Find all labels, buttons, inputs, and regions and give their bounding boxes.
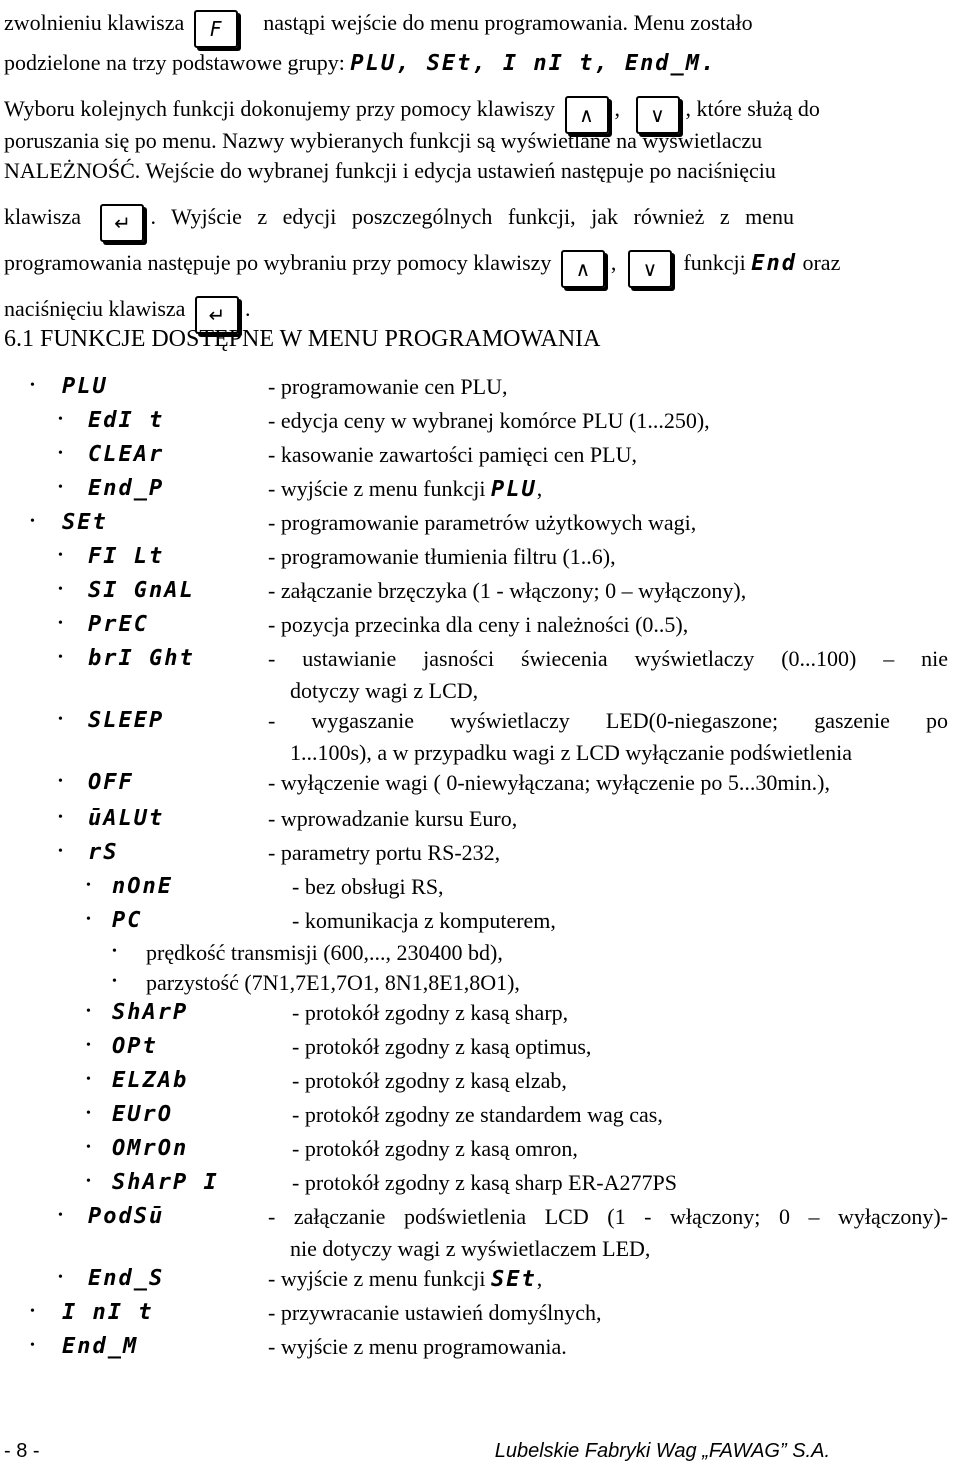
function-description-continued: dotyczy wagi z LCD, (290, 678, 479, 703)
intro-line-7 (4, 250, 956, 288)
function-description: prędkość transmisji (600,..., 230400 bd), (146, 940, 503, 965)
intro-text: NALEŻNOŚĆ. Wejście do wybranej funkcji i edycja ustawień następuje po naciśnięciu (4, 158, 776, 183)
function-description: - protokół zgodny z kasą sharp, (292, 1000, 569, 1025)
list-item (0, 646, 960, 676)
bullet-icon: • (86, 1004, 91, 1019)
bullet-icon: • (58, 774, 63, 789)
function-description: - programowanie cen PLU, (268, 374, 508, 399)
function-code: FI Lt (88, 544, 165, 569)
function-description: - protokół zgodny ze standardem wag cas, (292, 1102, 663, 1127)
intro-text: programowania następuje po wybraniu przy pomocy klawiszy (4, 250, 552, 275)
function-description-continued: nie dotyczy wagi z wyświetlaczem LED, (290, 1236, 651, 1261)
intro-line-5 (4, 158, 956, 184)
bullet-icon: • (58, 712, 63, 727)
bullet-icon: • (58, 1208, 63, 1223)
list-item (0, 408, 960, 438)
function-description: - załączanie podświetlenia LCD (1 - włączony; 0 – wyłączony)- (268, 1204, 948, 1229)
function-code: SLEEP (88, 708, 165, 733)
bullet-icon: • (58, 844, 63, 859)
bullet-icon: • (58, 480, 63, 495)
bullet-icon: • (58, 548, 63, 563)
function-description: - wprowadzanie kursu Euro, (268, 806, 518, 831)
down-key-icon: ∨ (628, 250, 672, 288)
function-code: ūALUt (88, 806, 165, 831)
list-item (0, 770, 960, 800)
bullet-icon: • (86, 912, 91, 927)
list-item (0, 1266, 960, 1296)
up-key-icon: ∧ (565, 96, 609, 134)
list-item (0, 940, 960, 970)
bullet-icon: • (86, 1174, 91, 1189)
function-code: SI GnAL (88, 578, 195, 603)
intro-line-6 (4, 204, 956, 242)
bullet-icon: • (86, 1140, 91, 1155)
function-description: - programowanie parametrów użytkowych wagi, (268, 510, 697, 535)
function-code: PrEC (88, 612, 149, 637)
intro-line-2 (4, 50, 956, 76)
function-description: - protokół zgodny z kasą omron, (292, 1136, 578, 1161)
intro-line-4 (4, 128, 956, 154)
function-code: PLU (62, 374, 108, 399)
list-item (0, 442, 960, 472)
function-code: OPt (112, 1034, 158, 1059)
bullet-icon: • (112, 974, 117, 989)
intro-text: naciśnięciu klawisza (4, 296, 186, 321)
function-description: - wyjście z menu funkcji SEt, (268, 1266, 543, 1292)
list-item (0, 612, 960, 642)
intro-text: zwolnieniu klawisza (4, 10, 185, 35)
comma: , (614, 96, 620, 121)
function-description: - komunikacja z komputerem, (292, 908, 556, 933)
intro-text: . Wyjście z edycji poszczególnych funkcji, jak również z menu (150, 204, 795, 229)
list-item (0, 578, 960, 608)
end-code: End (751, 251, 797, 276)
bullet-icon: • (58, 446, 63, 461)
menu-groups-code: PLU, SEt, I nI t, End_M. (350, 51, 717, 76)
function-code: CLEAr (88, 442, 165, 467)
list-item (0, 1136, 960, 1166)
intro-text: . (244, 296, 251, 321)
function-code: ELZAb (112, 1068, 189, 1093)
function-description: - wyjście z menu programowania. (268, 1334, 567, 1359)
bullet-icon: • (86, 1038, 91, 1053)
bullet-icon: • (30, 1304, 35, 1319)
list-item (0, 1068, 960, 1098)
function-description: - bez obsługi RS, (292, 874, 444, 899)
bullet-icon: • (30, 514, 35, 529)
function-description: - załączanie brzęczyka (1 - włączony; 0 – wyłączony), (268, 578, 747, 603)
function-code: brI Ght (88, 646, 195, 671)
function-code: nOnE (112, 874, 173, 899)
function-description: - kasowanie zawartości pamięci cen PLU, (268, 442, 637, 467)
function-code: EdI t (88, 408, 165, 433)
function-code: End_S (88, 1266, 165, 1291)
function-code: SEt (62, 510, 108, 535)
function-description: - pozycja przecinka dla ceny i należności (0..5), (268, 612, 689, 637)
intro-text: Wyboru kolejnych funkcji dokonujemy przy pomocy klawiszy (4, 96, 555, 121)
list-item (0, 1000, 960, 1030)
list-item (0, 510, 960, 540)
function-code: ShArP I (112, 1170, 219, 1195)
bullet-icon: • (86, 1072, 91, 1087)
bullet-icon: • (58, 650, 63, 665)
enter-key-icon: ↵ (195, 296, 239, 334)
intro-text: oraz (802, 250, 841, 275)
list-item (0, 544, 960, 574)
function-description: - protokół zgodny z kasą sharp ER-A277PS (292, 1170, 677, 1195)
list-item (0, 374, 960, 404)
list-item (0, 970, 960, 1000)
company-name: Lubelskie Fabryki Wag „FAWAG” S.A. (494, 1440, 830, 1462)
list-item (0, 840, 960, 870)
bullet-icon: • (58, 1270, 63, 1285)
function-description: - parametry portu RS-232, (268, 840, 501, 865)
function-code: PC (112, 908, 143, 933)
bullet-icon: • (30, 378, 35, 393)
bullet-icon: • (58, 616, 63, 631)
section-heading: 6.1 FUNKCJE DOSTĘPNE W MENU PROGRAMOWANIA (4, 326, 601, 352)
function-description: parzystość (7N1,7E1,7O1, 8N1,8E1,8O1), (146, 970, 520, 995)
intro-text: poruszania się po menu. Nazwy wybieranych funkcji są wyświetlane na wyświetlaczu (4, 128, 763, 153)
down-key-icon: ∨ (636, 96, 680, 134)
page-number: - 8 - (4, 1440, 40, 1462)
bullet-icon: • (112, 944, 117, 959)
list-item (0, 806, 960, 836)
function-description: - wyjście z menu funkcji PLU, (268, 476, 543, 502)
intro-line-1 (4, 10, 956, 48)
function-description: - programowanie tłumienia filtru (1..6), (268, 544, 616, 569)
function-code: PLU (491, 477, 537, 502)
intro-text: funkcji (683, 250, 746, 275)
function-description: - ustawianie jasności świecenia wyświetlaczy (0...100) – nie (268, 646, 948, 671)
bullet-icon: • (58, 582, 63, 597)
bullet-icon: • (86, 878, 91, 893)
function-code: PodSū (88, 1204, 165, 1229)
function-code: ShArP (112, 1000, 189, 1025)
intro-text: podzielone na trzy podstawowe grupy: (4, 50, 345, 75)
function-description: - edycja ceny w wybranej komórce PLU (1...250), (268, 408, 710, 433)
function-code: rS (88, 840, 119, 865)
bullet-icon: • (30, 1338, 35, 1353)
list-item (0, 1102, 960, 1132)
list-item (0, 874, 960, 904)
bullet-icon: • (58, 810, 63, 825)
function-code: SEt (491, 1267, 537, 1292)
function-code: OFF (88, 770, 134, 795)
function-code: End_M (62, 1334, 139, 1359)
comma: , (610, 250, 617, 275)
list-item (0, 1034, 960, 1064)
bullet-icon: • (86, 1106, 91, 1121)
function-code: OMrOn (112, 1136, 189, 1161)
intro-text: nastąpi wejście do menu programowania. Menu zostało (263, 10, 753, 35)
function-description: - protokół zgodny z kasą elzab, (292, 1068, 567, 1093)
function-code: I nI t (62, 1300, 154, 1325)
up-key-icon: ∧ (561, 250, 605, 288)
function-description: - wygaszanie wyświetlaczy LED(0-niegaszone; gaszenie po (268, 708, 948, 733)
list-item (0, 1334, 960, 1364)
list-item (0, 708, 960, 738)
list-item (0, 1204, 960, 1234)
list-item (0, 1300, 960, 1330)
function-description: - wyłączenie wagi ( 0-niewyłączana; wyłączenie po 5...30min.), (268, 770, 830, 795)
list-item (0, 1170, 960, 1200)
function-code: EUrO (112, 1102, 173, 1127)
f-key-icon: F (194, 10, 238, 48)
intro-text: , które służą do (685, 96, 820, 121)
function-description-continued: 1...100s), a w przypadku wagi z LCD wyłączanie podświetlenia (290, 740, 853, 765)
function-description: - przywracanie ustawień domyślnych, (268, 1300, 602, 1325)
list-item (0, 908, 960, 938)
list-item (0, 476, 960, 506)
bullet-icon: • (58, 412, 63, 427)
intro-text: klawisza (4, 204, 81, 229)
function-description: - protokół zgodny z kasą optimus, (292, 1034, 592, 1059)
enter-key-icon: ↵ (100, 204, 144, 242)
function-code: End_P (88, 476, 165, 501)
